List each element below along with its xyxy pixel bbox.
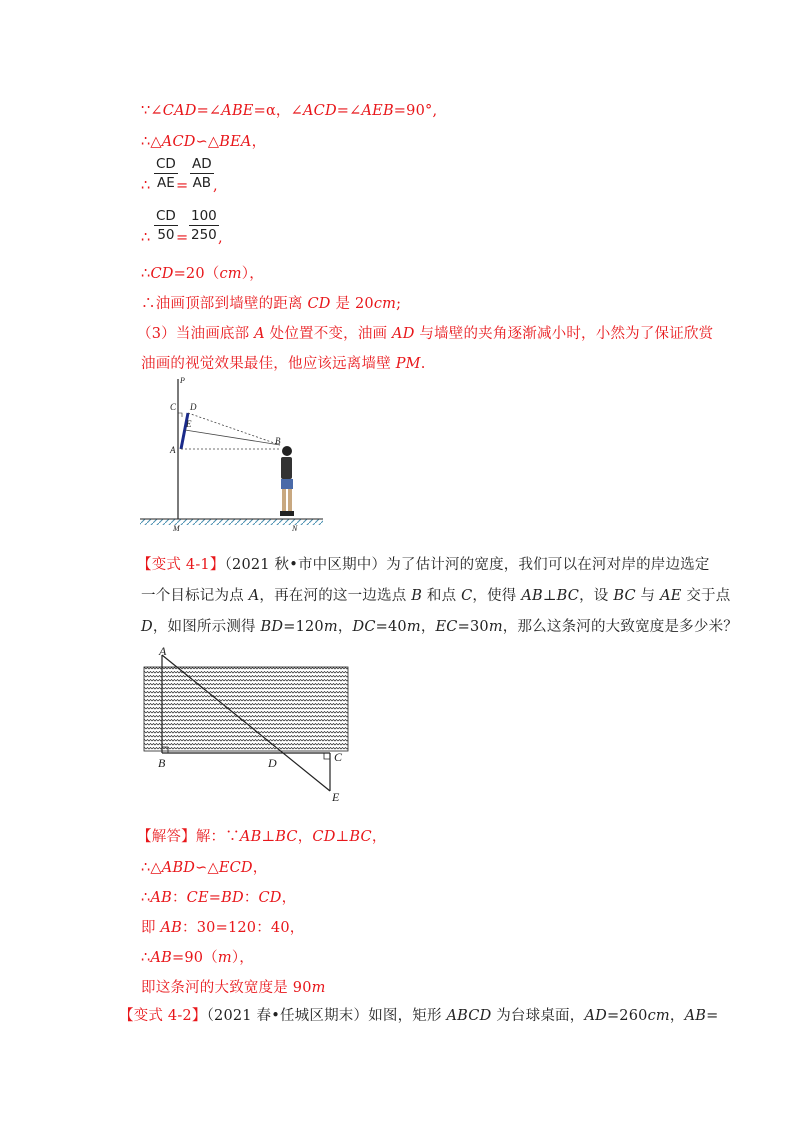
text: CE	[186, 890, 209, 906]
text: AE	[660, 588, 682, 604]
label-b: B	[275, 436, 281, 446]
answer-tag: 【解答】	[137, 829, 196, 845]
label-p: P	[180, 376, 185, 385]
text: m	[406, 619, 421, 635]
text: ，	[420, 619, 436, 635]
text: （2021 春•任城区期末）	[206, 1008, 369, 1024]
text: =	[706, 1008, 719, 1024]
text: ，使得	[472, 588, 522, 604]
therefore-symbol: ∴	[141, 230, 151, 246]
text: ACD	[161, 134, 196, 150]
answer41-line-5	[141, 946, 254, 967]
answer41-line-2	[141, 856, 267, 877]
text: B	[411, 588, 423, 604]
text: BD	[221, 890, 244, 906]
text: ，	[281, 890, 297, 906]
text: ABD	[161, 860, 196, 876]
variant-tag: 【变式 4-1】	[137, 557, 225, 573]
sight-line-d	[188, 413, 280, 445]
text: ,	[213, 178, 218, 194]
numerator: 100	[191, 208, 217, 224]
variant41-line-2	[141, 584, 730, 605]
text: =	[208, 890, 222, 906]
text: AD	[392, 326, 415, 342]
text: ，	[669, 1008, 685, 1024]
fraction-cd-50	[154, 208, 178, 243]
text: 如图，矩形	[368, 1008, 447, 1024]
answer41-line-1	[137, 825, 387, 846]
text: =∠	[336, 103, 362, 119]
text: ECD	[218, 860, 253, 876]
text: AB	[160, 920, 183, 936]
text: m	[217, 950, 232, 966]
text: 和点	[422, 588, 462, 604]
text: 与	[635, 588, 661, 604]
text: A	[248, 588, 260, 604]
text: 即这条河的大致宽度是 90	[141, 980, 312, 996]
text: ），	[231, 950, 254, 966]
text: ，	[297, 829, 313, 845]
text: ∴	[141, 266, 151, 282]
text: =	[176, 178, 189, 194]
text: =90（	[171, 950, 218, 966]
text: ∴	[141, 950, 151, 966]
numerator: CD	[156, 156, 176, 172]
label-a: A	[170, 445, 176, 455]
text: ：	[171, 890, 187, 906]
text: CD	[258, 890, 282, 906]
text: =α，∠	[253, 103, 303, 119]
text: ：	[243, 890, 259, 906]
fraction-100-250	[189, 208, 219, 243]
proof-line-2	[141, 130, 266, 151]
text: ∵∠	[141, 103, 163, 119]
equals-sign	[176, 230, 188, 246]
text: （2021 秋•市中区期中）	[224, 557, 387, 573]
text: EC	[435, 619, 458, 635]
text: ，	[371, 829, 387, 845]
part3-line-2	[141, 352, 426, 373]
text: C	[461, 588, 473, 604]
text: 一个目标记为点	[141, 588, 249, 604]
text: 解：∵	[195, 829, 240, 845]
label-b: B	[158, 756, 166, 770]
variant-tag: 【变式 4-2】	[119, 1008, 207, 1024]
fraction-cd-ae	[154, 156, 178, 191]
text: cm	[373, 296, 397, 312]
text: =30	[457, 619, 489, 635]
answer41-line-4	[141, 916, 304, 937]
right-angle-mark	[178, 413, 182, 417]
text: ，再在河的这一边选点	[259, 588, 412, 604]
person-figure	[280, 446, 294, 516]
text: =∠	[196, 103, 222, 119]
text: CD⊥BC	[312, 829, 372, 845]
text: AB	[150, 890, 172, 906]
text: ,	[218, 230, 223, 246]
text: BD	[260, 619, 284, 635]
figure-river	[140, 643, 370, 803]
text: 是 20	[330, 296, 374, 312]
text: ABE	[221, 103, 254, 119]
text: ∽△	[195, 860, 219, 876]
denominator: AB	[192, 175, 212, 191]
text: =260	[606, 1008, 648, 1024]
text: ∴△	[141, 134, 162, 150]
text: A	[254, 326, 265, 342]
label-c: C	[170, 402, 177, 412]
fraction-ad-ab	[190, 156, 214, 191]
text: ∴△	[141, 860, 162, 876]
text: 即	[141, 920, 161, 936]
text: =20（	[173, 266, 220, 282]
text: m	[311, 980, 326, 996]
text: ∽△	[195, 134, 220, 150]
text: D	[141, 619, 153, 635]
text: CD	[307, 296, 331, 312]
text: ，如图所示测得	[152, 619, 261, 635]
label-c: C	[334, 750, 343, 764]
text: BC	[613, 588, 636, 604]
text: （3）当油画底部	[137, 326, 255, 342]
text: ，那么这条河的大致宽度是多少米？	[502, 619, 738, 635]
text: CD	[150, 266, 174, 282]
proof-line-4-therefore	[141, 230, 150, 246]
label-m: M	[173, 524, 180, 533]
numerator: AD	[192, 156, 212, 172]
text: AB⊥BC	[521, 588, 580, 604]
right-angle-c	[324, 753, 330, 759]
text: =90°,	[393, 103, 438, 119]
proof-line-3-therefore	[141, 178, 150, 194]
comma	[213, 178, 218, 194]
text: ，	[337, 619, 353, 635]
text: .	[420, 356, 426, 372]
text: ，	[252, 860, 268, 876]
text: ∴油画顶部到墙壁的距离	[141, 296, 308, 312]
denominator: AE	[157, 175, 175, 191]
part3-line-1	[137, 322, 713, 343]
variant41-line-1	[137, 553, 710, 574]
text: cm	[219, 266, 242, 282]
answer41-line-3	[141, 886, 296, 907]
text: ACD	[302, 103, 337, 119]
river-area	[144, 667, 348, 751]
therefore-symbol: ∴	[141, 178, 151, 194]
text: ，	[251, 134, 267, 150]
label-e: E	[332, 790, 340, 803]
text: cm	[647, 1008, 670, 1024]
variant42-line-1	[119, 1004, 718, 1025]
text: =120	[283, 619, 324, 635]
text: ABCD	[446, 1008, 492, 1024]
text: AB⊥BC	[239, 829, 298, 845]
text: m	[323, 619, 338, 635]
text: CAD	[162, 103, 197, 119]
text: ，设	[579, 588, 614, 604]
text: ∴	[141, 890, 151, 906]
text: =	[176, 230, 189, 246]
label-d: D	[268, 756, 277, 770]
text: BEA	[219, 134, 252, 150]
text: AD	[584, 1008, 607, 1024]
proof-line-5	[141, 262, 264, 283]
figure-painting-viewer	[135, 373, 335, 533]
text: ：30=120：40，	[182, 920, 305, 936]
comma	[218, 230, 223, 246]
text: 为了估计河的宽度，我们可以在河对岸的岸边选定	[386, 557, 710, 573]
proof-line-6	[141, 292, 401, 313]
text: m	[488, 619, 503, 635]
equals-sign	[176, 178, 188, 194]
answer41-line-6	[141, 976, 326, 997]
label-d: D	[190, 402, 197, 412]
variant41-line-3	[141, 615, 738, 636]
sight-line-e	[185, 430, 280, 445]
text: =40	[375, 619, 407, 635]
numerator: CD	[156, 208, 176, 224]
label-a: A	[159, 644, 167, 658]
denominator: 50	[157, 227, 175, 243]
text: ），	[241, 266, 264, 282]
denominator: 250	[191, 227, 217, 243]
text: 交于点	[681, 588, 731, 604]
text: 油画的视觉效果最佳，他应该远离墙壁	[141, 356, 396, 372]
text: PM	[395, 356, 421, 372]
text: AB	[684, 1008, 707, 1024]
text: 为台球桌面，	[491, 1008, 585, 1024]
text: AEB	[361, 103, 394, 119]
text: 与墙壁的夹角逐渐减小时，小然为了保证欣赏	[414, 326, 714, 342]
text: ;	[396, 296, 402, 312]
label-n: N	[292, 524, 298, 533]
text: 处位置不变，油画	[264, 326, 393, 342]
label-e: E	[186, 419, 192, 429]
text: DC	[352, 619, 376, 635]
text: AB	[150, 950, 172, 966]
proof-line-1	[141, 99, 437, 120]
